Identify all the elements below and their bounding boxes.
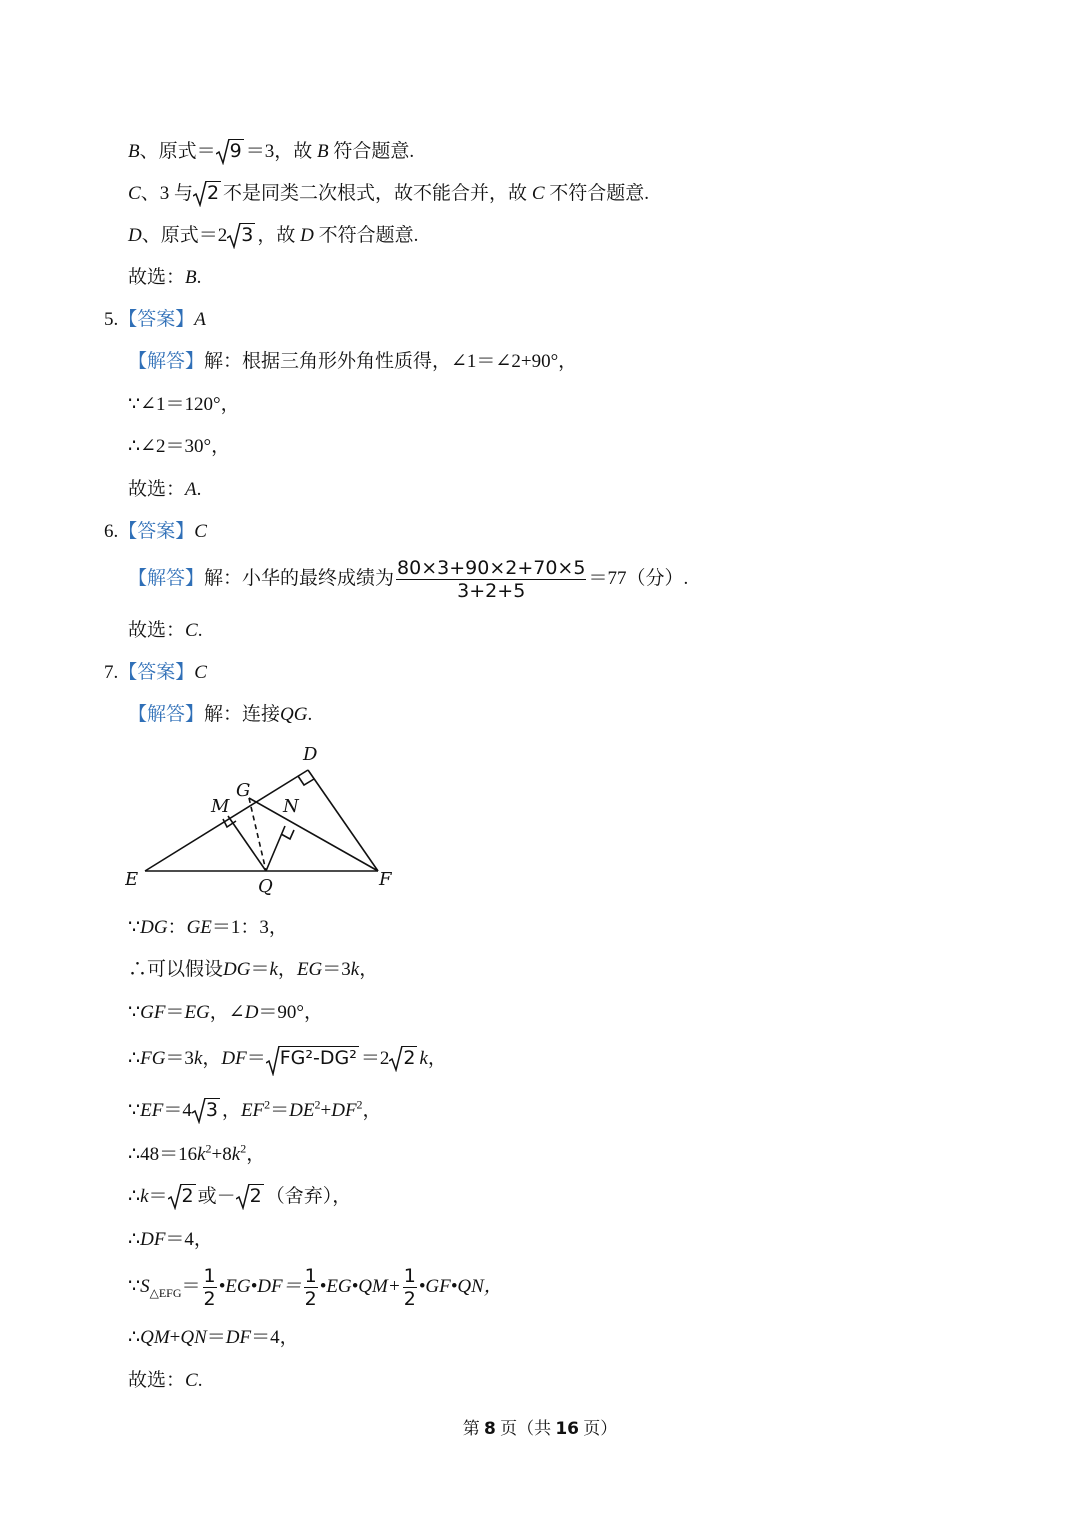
segment-name: DF	[225, 1327, 252, 1348]
text: •GF•QN，	[418, 1276, 503, 1297]
text: ，	[359, 959, 379, 980]
text: ＝	[206, 1327, 226, 1348]
text: +8	[211, 1144, 232, 1165]
text: ∴48＝16	[128, 1144, 198, 1165]
text: 符合题意.	[333, 141, 415, 162]
q7-answer-line	[104, 659, 207, 687]
radical-sign	[227, 223, 241, 249]
label-d: D	[303, 744, 318, 765]
option-letter: D	[300, 225, 314, 246]
select-answer: C	[185, 1370, 198, 1391]
segment-name: DG	[140, 917, 168, 938]
text: ＝	[270, 1100, 290, 1121]
exponent: 2	[240, 1141, 247, 1156]
radicand: FG²-DG²	[279, 1047, 357, 1069]
option-letter: C	[128, 183, 141, 204]
q5-answer-line	[104, 306, 206, 334]
q7-select	[128, 1367, 202, 1395]
right-angle-marker-d	[298, 776, 314, 785]
q7-solution-line	[128, 701, 312, 729]
segment-name: QM	[140, 1327, 170, 1348]
sqrt-expression	[389, 1045, 417, 1073]
line-option-d	[128, 222, 418, 250]
text: ：	[167, 917, 187, 938]
text: 页）	[583, 1419, 618, 1438]
solution-tag: 【解答】	[128, 568, 205, 589]
variable: k	[350, 959, 360, 980]
text: 解：连接	[204, 704, 281, 725]
label-e: E	[125, 869, 139, 890]
q6-answer-line	[104, 518, 207, 546]
page-number: 8	[483, 1419, 496, 1439]
sqrt-expression	[216, 138, 244, 166]
segment-name: GE	[186, 917, 212, 938]
radical-sign	[236, 1184, 250, 1210]
option-letter: C	[531, 183, 545, 204]
segment-name: GF	[140, 1002, 166, 1023]
text: .	[197, 620, 203, 641]
text: 、3 与	[140, 183, 193, 204]
radicand: 2	[403, 1047, 416, 1069]
sqrt-expression	[192, 1097, 220, 1125]
sqrt-expression	[168, 1183, 196, 1211]
text: .	[197, 1370, 203, 1391]
text: ＝	[148, 1186, 168, 1207]
text: ∴	[128, 1186, 141, 1207]
text: ∵	[128, 1276, 141, 1297]
select-label: 故选：	[128, 479, 186, 500]
text: ＝90°，	[258, 1002, 324, 1023]
segment-name: QG	[280, 704, 308, 725]
text: ＝77（分）.	[588, 568, 689, 589]
select-answer: C	[185, 620, 198, 641]
total-pages: 16	[555, 1419, 579, 1439]
segment-name: DF	[140, 1229, 166, 1250]
variable: k	[269, 959, 278, 980]
exponent: 2	[264, 1097, 271, 1112]
text: +	[169, 1327, 181, 1348]
segment-df	[308, 770, 378, 871]
text: •EG•DF＝	[218, 1276, 302, 1297]
radicand: 2	[181, 1185, 194, 1207]
radicand: 2	[206, 182, 220, 204]
text: 或－	[197, 1186, 236, 1207]
sqrt-expression	[236, 1183, 264, 1211]
segment-gf	[249, 798, 378, 871]
q7-step-1	[128, 914, 288, 942]
label-f: F	[379, 869, 392, 890]
segment-name: DE	[289, 1100, 315, 1121]
text: •EG•QM+	[319, 1276, 401, 1297]
text: 解：小华的最终成绩为	[204, 568, 395, 589]
radicand: 9	[229, 140, 242, 162]
exponent: 2	[205, 1141, 212, 1156]
text: ＝3	[322, 959, 351, 980]
text: ，	[246, 1144, 266, 1165]
text: ＝	[165, 1002, 185, 1023]
radical-sign	[216, 139, 230, 165]
q5-select	[128, 476, 201, 504]
select-label: 故选：	[128, 267, 186, 288]
variable: k	[193, 1048, 203, 1069]
segment-name: EG	[296, 959, 323, 980]
exponent: 2	[314, 1097, 321, 1112]
text: （舍弃），	[265, 1186, 352, 1207]
text: .	[196, 479, 202, 500]
text: ，	[362, 1100, 382, 1121]
sqrt-expression	[266, 1045, 359, 1073]
text: ＝	[246, 1048, 266, 1069]
q7-step-8	[128, 1226, 213, 1254]
question-number: 7.	[104, 662, 119, 683]
text: ＝4，	[251, 1327, 299, 1348]
option-letter: D	[128, 225, 142, 246]
answer-tag: 【答案】	[118, 521, 195, 542]
fraction-half	[403, 1265, 417, 1310]
segment-name: FG	[140, 1048, 166, 1069]
q7-step-5	[128, 1097, 382, 1125]
fraction-denominator: 2	[304, 1288, 317, 1311]
text: ∵∠1＝120°，	[128, 394, 240, 415]
q6-select	[128, 617, 202, 645]
segment-name: EF	[240, 1100, 265, 1121]
label-n: N	[283, 796, 299, 817]
radical-sign	[389, 1046, 403, 1072]
text: ＝	[250, 959, 270, 980]
text: ＝4	[163, 1100, 192, 1121]
text: 解：根据三角形外角性质得，∠1＝∠2+90°，	[204, 351, 578, 372]
question-number: 5.	[104, 309, 119, 330]
text: ，	[277, 959, 297, 980]
radical-sign	[168, 1184, 182, 1210]
text: ＝3	[165, 1048, 194, 1069]
q7-step-7	[128, 1183, 351, 1211]
label-m: M	[211, 796, 230, 817]
q5-step-1	[128, 391, 240, 419]
label-q: Q	[258, 876, 273, 897]
text: ，	[202, 1048, 222, 1069]
segment-name: DG	[223, 959, 251, 980]
exponent: 2	[356, 1097, 363, 1112]
segment-name: EG	[184, 1002, 210, 1023]
text: 第	[462, 1419, 480, 1438]
fraction	[396, 557, 586, 602]
text: ∴∠2＝30°，	[128, 436, 231, 457]
answer-value: A	[194, 309, 206, 330]
area-symbol: S	[140, 1276, 150, 1297]
text: ∴	[128, 1229, 141, 1250]
text: 、原式＝	[139, 141, 216, 162]
text: ＝3，故	[245, 141, 313, 162]
text: ，	[427, 1048, 447, 1069]
fraction-numerator: 1	[203, 1265, 216, 1288]
q7-step-2	[128, 956, 378, 984]
q7-step-4	[128, 1045, 447, 1073]
text: ，∠	[209, 1002, 245, 1023]
text: ＝1：3，	[211, 917, 288, 938]
segment-ed	[145, 770, 308, 871]
fraction-denominator: 2	[403, 1288, 416, 1311]
fraction-half	[304, 1265, 318, 1310]
text: ，	[221, 1100, 241, 1121]
text: 、原式＝2	[141, 225, 228, 246]
segment-name: EF	[140, 1100, 164, 1121]
select-label: 故选：	[128, 620, 186, 641]
select-answer: B	[185, 267, 197, 288]
solution-tag: 【解答】	[128, 704, 205, 725]
fraction-numerator: 80×3+90×2+70×5	[397, 557, 586, 580]
variable: k	[140, 1186, 149, 1207]
line-select-4	[128, 264, 201, 292]
text: ＝	[181, 1276, 201, 1297]
answer-tag: 【答案】	[118, 662, 195, 683]
fraction-half	[203, 1265, 217, 1310]
text: ∴可以假设	[128, 959, 224, 980]
text: 不符合题意.	[318, 225, 419, 246]
radicand: 3	[205, 1099, 218, 1121]
text: .	[307, 704, 313, 725]
segment-name: DF	[221, 1048, 247, 1069]
q6-solution-line	[128, 554, 688, 604]
text: ∴	[128, 1327, 141, 1348]
radicand: 3	[241, 224, 254, 246]
sqrt-expression	[227, 222, 255, 250]
text: +	[320, 1100, 332, 1121]
q7-step-3	[128, 999, 323, 1027]
triangle-figure	[125, 740, 415, 900]
radical-sign	[266, 1046, 280, 1076]
text: ＝2	[360, 1048, 390, 1069]
text: ＝4，	[165, 1229, 213, 1250]
q7-step-10	[128, 1324, 299, 1352]
radical-sign	[192, 1098, 206, 1124]
text: 页（共	[500, 1419, 552, 1438]
label-g: G	[236, 780, 251, 801]
segment-name: DF	[331, 1100, 357, 1121]
select-answer: A	[185, 479, 197, 500]
variable: k	[197, 1144, 206, 1165]
text: 不是同类二次根式，故不能合并，故	[223, 183, 528, 204]
angle-name: D	[244, 1002, 259, 1023]
option-letter: B	[316, 141, 329, 162]
fraction-numerator: 1	[403, 1265, 416, 1288]
subscript: △EFG	[149, 1285, 182, 1300]
line-option-b	[128, 138, 414, 166]
option-letter: B	[128, 141, 140, 162]
text: ∵	[128, 917, 141, 938]
radical-sign	[193, 181, 207, 207]
q7-step-6	[128, 1141, 265, 1169]
text: ，故	[257, 225, 296, 246]
question-number: 6.	[104, 521, 119, 542]
answer-value: C	[194, 521, 207, 542]
text: 不符合题意.	[549, 183, 650, 204]
solution-tag: 【解答】	[128, 351, 205, 372]
text: ∴	[128, 1048, 141, 1069]
sqrt-expression	[193, 180, 221, 208]
answer-tag: 【答案】	[118, 309, 195, 330]
answer-value: C	[194, 662, 207, 683]
line-option-c	[128, 180, 649, 208]
q5-solution-line	[128, 348, 577, 376]
fraction-numerator: 1	[304, 1265, 317, 1288]
q5-step-2	[128, 433, 230, 461]
fraction-denominator: 3+2+5	[457, 580, 526, 603]
text: .	[196, 267, 202, 288]
q7-step-9	[128, 1262, 503, 1312]
text: ∵	[128, 1100, 141, 1121]
select-label: 故选：	[128, 1370, 186, 1391]
variable: k	[419, 1048, 428, 1069]
variable: k	[231, 1144, 241, 1165]
text: ∵	[128, 1002, 141, 1023]
page-footer	[0, 1414, 1080, 1439]
segment-name: QN	[180, 1327, 207, 1348]
segment-nq	[266, 826, 285, 871]
radicand: 2	[249, 1185, 262, 1207]
fraction-denominator: 2	[203, 1288, 216, 1311]
